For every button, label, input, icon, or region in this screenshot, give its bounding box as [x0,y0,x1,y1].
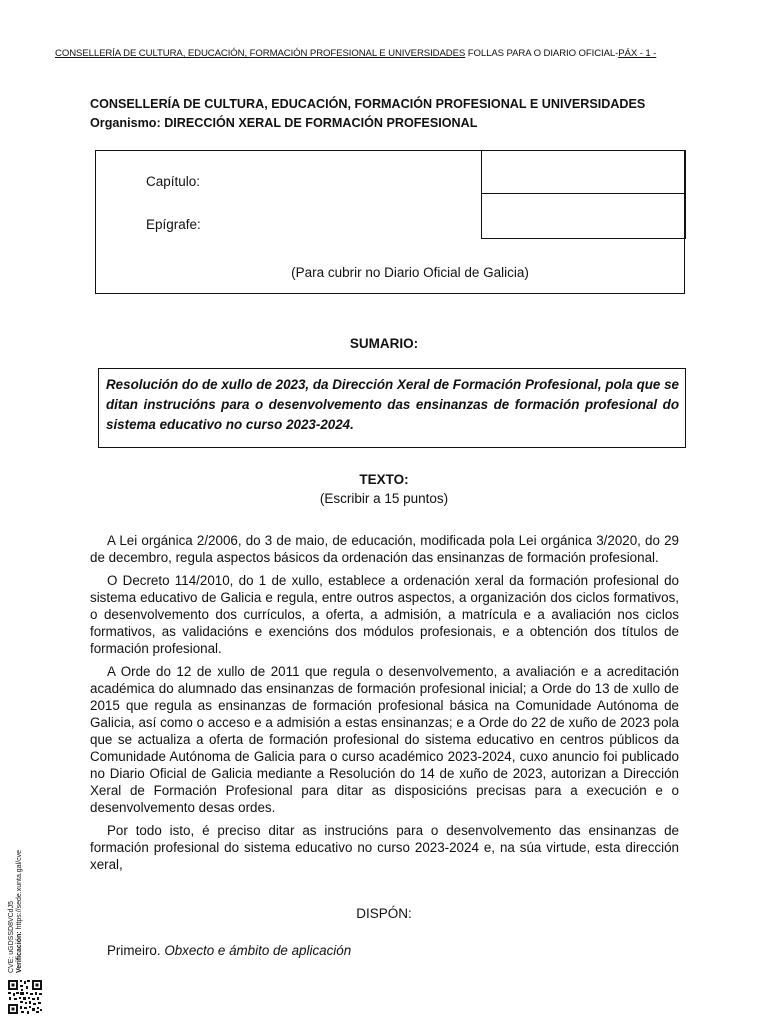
running-header [55,48,705,59]
chapter-label: Capítulo: [146,174,201,189]
first-article-label: Primeiro. [107,943,161,958]
organization-name: CONSELLERÍA DE CULTURA, EDUCACIÓN, FORMACIÓN PROFESIONAL E UNIVERSIDADES [90,97,646,111]
first-article [107,943,351,958]
organization-body [90,114,645,133]
summary-box [98,368,686,448]
dog-note: (Para cubrir no Diario Oficial de Galicia) [291,265,529,280]
first-article-title: Obxecto e ámbito de aplicación [164,943,352,958]
body-text [90,532,679,879]
text-instruction: (Escribir a 15 puntos) [319,491,449,506]
summary-text: Resolución do de xullo de 2023, da Dirección Xeral de Formación Profesional, pola que se ditan instrucións para o desenvolvemento das ensinanzas de formación profesional do sistema educativo no curso 2023-2024. [106,377,679,432]
verification-line [16,823,24,973]
heading-field[interactable] [481,193,686,239]
paragraph: A Lei orgánica 2/2006, do 3 de maio, de educación, modificada pola Lei orgánica 3/2020, do 29 de decembro, regula aspectos básicos da ordenación das ensinanzas de formación profesional. [90,533,679,565]
verification-label: Verificación: [16,931,23,973]
header-page-number: PÁX - 1 - [618,48,657,59]
summary-title: SUMARIO: [349,336,419,351]
paragraph: O Decreto 114/2010, do 1 de xullo, establece a ordenación xeral da formación profesional do sistema educativo de Galicia e regula, entre outros aspectos, a organización dos ciclos formativos, o desenvolvemento dos currículos, a oferta, a admisión, a matrícula e a avaliación nos ciclos formativos, as validacións e exencións dos módulos profesionais, e a obtención dos títulos de formación profesional. [90,573,679,656]
paragraph: A Orde do 12 de xullo de 2011 que regula o desenvolvemento, a avaliación e a acreditación académica do alumnado das ensinanzas de formación profesional inicial; a Orde do 13 de xullo de 2015 que regula as ensinanzas de formación profesional básica na Comunidade Autónoma de Galicia, así como o acceso e a admisión a estas ensinanzas; e a Orde do 22 de xuño de 2023 pola que se actualiza a oferta de formación profesional do sistema educativo en centros públicos da Comunidade Autónoma de Galicia para o curso académico 2023-2024, cuxo anuncio foi publicado no Diario Oficial de Galicia mediante a Resolución do 14 de xuño de 2023, autorizan a Dirección Xeral de Formación Profesional para ditar as disposicións precisas para a execución e o desenvolvemento desas ordes. [90,664,679,815]
dispon-heading: DISPÓN: [356,906,412,921]
cve-code: CVE: uGDSSD8VCdJ5 [8,901,15,973]
organization-block [90,95,645,133]
header-department: CONSELLERÍA DE CULTURA, EDUCACIÓN, FORMACIÓN PROFESIONAL E UNIVERSIDADES [55,48,466,59]
organization-body-value: DIRECCIÓN XERAL DE FORMACIÓN PROFESIONAL [164,116,478,130]
qr-code-icon [7,979,43,1015]
verification-url[interactable]: https://sede.xunta.gal/cve [16,850,23,930]
verification-code [8,823,24,973]
chapter-field[interactable] [481,150,686,194]
heading-label: Epígrafe: [146,217,201,232]
classification-box [95,150,685,294]
text-title: TEXTO: [359,472,409,487]
header-title: FOLLAS PARA O DIARIO OFICIAL- [467,48,619,59]
paragraph: Por todo isto, é preciso ditar as instrucións para o desenvolvemento das ensinanzas de formación profesional do sistema educativo no curso 2023-2024 e, na súa virtude, esta dirección xeral, [90,823,679,872]
organization-body-label: Organismo: [90,116,161,130]
